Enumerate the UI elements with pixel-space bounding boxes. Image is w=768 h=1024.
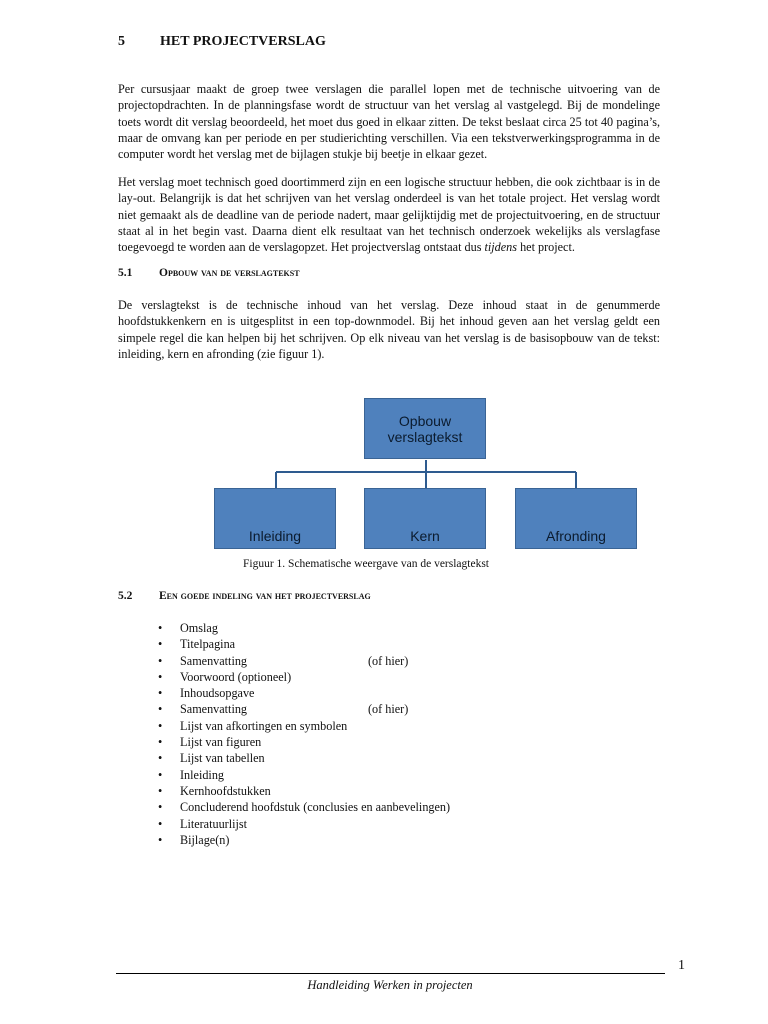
- list-item-text: Lijst van figuren: [180, 735, 262, 750]
- list-item-note: (of hier): [368, 702, 409, 717]
- chapter-title: HET PROJECTVERSLAG: [160, 34, 326, 49]
- list-item-text: Titelpagina: [180, 637, 236, 652]
- diagram-box-afronding: Afronding: [515, 488, 637, 549]
- list-item-text: Kernhoofdstukken: [180, 783, 271, 798]
- footer-rule: [116, 973, 665, 974]
- bullet-icon: •: [158, 653, 163, 668]
- intro-p2-tail: het project.: [517, 240, 575, 255]
- list-item-text: Voorwoord (optioneel): [180, 669, 292, 684]
- bullet-icon: •: [158, 751, 163, 766]
- intro-p2-emphasis: tijdens: [484, 240, 518, 255]
- list-item-text: Literatuurlijst: [180, 816, 248, 831]
- figure-caption: Figuur 1. Schematische weergave van de verslagtekst: [243, 558, 490, 570]
- structure-diagram: [210, 396, 642, 556]
- diagram-box-inleiding: Inleiding: [214, 488, 336, 549]
- list-item-text: Inhoudsopgave: [180, 686, 255, 701]
- list-item-text: Bijlage(n): [180, 832, 230, 847]
- section-5-1-paragraph: De verslagtekst is de technische inhoud van het verslag. Deze inhoud staat in de genummerde hoofdstukkenkern en is uitgesplitst in een top-downmodel. Bij het inhoud geven aan het verslag geldt een simpele regel die kan helpen bij het schrijven. Op elk niveau van het verslag is de basisopbouw van de tekst: inleiding, kern en afronding (zie figuur 1).: [118, 298, 660, 361]
- section-5-1-title: Opbouw van de verslagtekst: [159, 267, 300, 279]
- bullet-icon: •: [158, 816, 163, 831]
- section-5-1-number: 5.1: [118, 267, 133, 279]
- bullet-icon: •: [158, 783, 163, 798]
- bullet-icon: •: [158, 686, 163, 701]
- bullet-icon: •: [158, 735, 163, 750]
- list-item-text: Inleiding: [180, 767, 225, 782]
- bullet-icon: •: [158, 621, 163, 635]
- intro-paragraph-2: [118, 174, 660, 255]
- page-number: 1: [678, 958, 685, 973]
- bullet-icon: •: [158, 800, 163, 815]
- chapter-number: 5: [118, 34, 125, 49]
- bullet-icon: •: [158, 702, 163, 717]
- list-item-text: Samenvatting: [180, 702, 248, 717]
- bullet-icon: •: [158, 637, 163, 652]
- bullet-icon: •: [158, 767, 163, 782]
- intro-p2-text: Het verslag moet technisch goed doortimmerd zijn en een logische structuur hebben, die ook zichtbaar is in de lay-out. Belangrijk is dat het schrijven van het verslag onderdeel is van het totale project. Het verslag wordt niet gemaakt als de deadline van de periode nadert, maar gelijktijdig met de projectuitvoering, en de structuur staat al in het begin vast. Daarna dient elk resultaat van het technisch onderzoek wekelijks als verslagfase toegevoegd te worden aan de verslagopzet. Het projectverslag ontstaat dus: [118, 175, 660, 255]
- bullet-icon: •: [158, 832, 163, 847]
- section-5-2-number: 5.2: [118, 590, 133, 602]
- diagram-top-line1: Opbouw: [398, 412, 452, 429]
- section-5-2-title: Een goede indeling van het projectverslag: [159, 590, 371, 602]
- list-item-text: Omslag: [180, 621, 218, 635]
- intro-paragraph-1: Per cursusjaar maakt de groep twee verslagen die parallel lopen met de technische uitvoering van de projectopdrachten. In de planningsfase wordt de structuur van het verslag al vastgelegd. Bij de mondelinge toets wordt dit verslag beoordeeld, het moet dus goed in elkaar zitten. De tekst beslaat circa 25 tot 40 pagina’s, maar de omvang kan per periode en per studierichting verschillen. Via een tekstverwerkingsprogramma in de computer wordt het verslag met de bijlagen stukje bij beetje in elkaar gezet.: [118, 82, 660, 162]
- bullet-icon: •: [158, 669, 163, 684]
- chapter-heading: [118, 34, 326, 50]
- list-item-text: Lijst van tabellen: [180, 751, 265, 766]
- section-5-2-heading: [118, 590, 371, 602]
- diagram-top-box: [364, 398, 486, 459]
- list-item-text: Concluderend hoofdstuk (conclusies en aanbevelingen): [180, 800, 451, 815]
- bullet-icon: •: [158, 718, 163, 733]
- footer-text: Handleiding Werken in projecten: [307, 978, 473, 992]
- diagram-top-line2: verslagtekst: [387, 428, 463, 445]
- list-item-text: Lijst van afkortingen en symbolen: [180, 718, 348, 733]
- list-item-note: (of hier): [368, 653, 409, 668]
- diagram-box-kern: Kern: [364, 488, 486, 549]
- section-5-1-heading: [118, 267, 300, 279]
- list-item-text: Samenvatting: [180, 653, 248, 668]
